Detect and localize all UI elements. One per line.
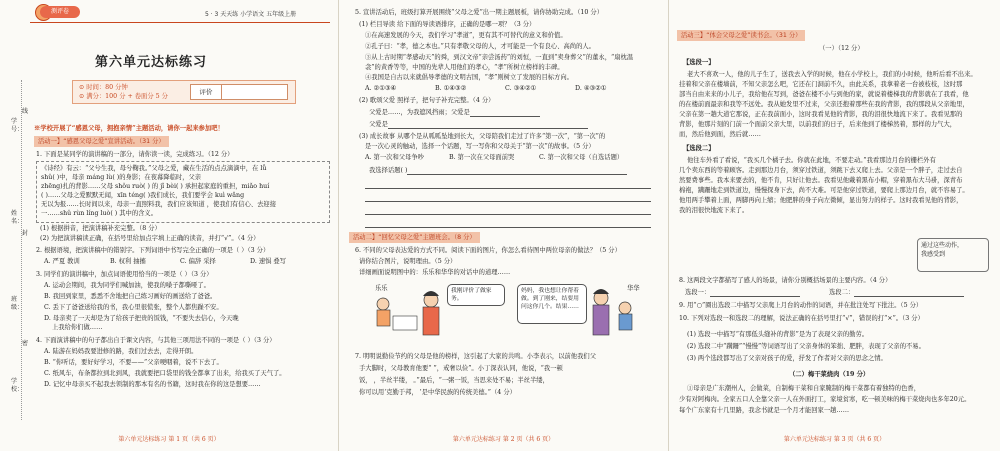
passage-line: 无以为报……长时间以来，母亲一直照料我，我们应该知道 ，使我们有信心、去迎接 — [41, 201, 276, 208]
selection-1-line: 背影，他那片刻的门前一个面前父亲大里，以前我们的日子，后来他到了楼梯然着，那样的力气大， — [679, 121, 957, 128]
passage-line: 一……shǔ rùn líng luò( ) 其中的含义。 — [41, 210, 158, 217]
q4-option[interactable]: A. 陆游在妈妈我要进修的路，我们过去去，走得开朗。 — [44, 348, 198, 355]
q5-item: ②孔子曰：“孝，德之本也。”只有孝敬父母的人，才可能是一个有良心、高尚的人。 — [365, 43, 595, 50]
selection-1-line: 的在楼前面最亲和我等不远处。我从她发里不过来，父亲还抱着那些在我的背影，我的那段从父亲地里， — [679, 101, 969, 108]
q8-b — [829, 288, 964, 297]
q8-b-label: 选段二： — [829, 289, 855, 296]
writing-lines — [365, 219, 651, 228]
q2-stem: 2. 根据语境，把演讲稿中的错别字。下列词语中书写完全正确的一项是（ ）（3 分） — [36, 247, 270, 254]
q1-1: (1) 根据拼音，把演讲稿补充完整。（8 分） — [40, 225, 161, 232]
selection-2-line: 棉袍，蹒跚地走到铁道边，慢慢探身下去，尚不大难。可是他穿过铁道，要爬上那边月台，就不容易了。 — [679, 187, 969, 194]
page-footer: 第六单元达标练习 第 1 页（共 6 页） — [118, 435, 220, 443]
passage-line: shǔ( )中，母亲 máng lù( )的身影；在夜幕降临时，父亲 — [41, 174, 202, 181]
q3-stem: 3. 同学们的演讲稿中，加点词语使用恰当的一项是（ ）（3 分） — [36, 271, 213, 278]
q5-2: (2) 歌颂父爱 照样子，把句子补充完整。（4 分） — [359, 97, 495, 104]
q10-stem: 10. 下列对选段一和选段二的理解，说法正确的在括号里打“√”，错误的打“×”。（3 分） — [679, 315, 924, 322]
page-footer: 第六单元达标练习 第 3 页（共 6 页） — [783, 435, 886, 443]
answer-line[interactable] — [407, 167, 627, 175]
q3-option[interactable]: C. 丢下了爸爸送给我的书，我心里很慌张，整个人都焦躁不安。 — [44, 304, 223, 311]
page-3 — [668, 0, 1000, 451]
q5-option[interactable]: D. ④③②① — [575, 85, 607, 92]
q5-stem: 5. 宣讲活动后，班级打算开展围绕“父母之爱”出一期主题展板，请你协助完成。（10 分） — [355, 9, 603, 16]
q5-2-prompt-a: 父爱是……，为我遮风挡雨；父爱是 — [369, 109, 470, 116]
q5-item: ③从上古时期“孝感动天”的舜，到汉文帝“亲尝汤药”的刘恒，一直到“卖身葬父”的董永，“扇枕温 — [365, 54, 634, 61]
q3-option[interactable]: D. 母亲卖了一天却是为了给孩子把贵的饭钱，“不要失去信心，今天晚 — [44, 315, 239, 322]
activity-1-bar: 活动一】“感恩父母之爱”宣讲活动。（31 分） — [34, 136, 169, 147]
page-1 — [0, 0, 338, 451]
writing-lines — [365, 180, 651, 189]
speech-passage — [36, 161, 330, 223]
q5-item: ①在高速发展的今天，我们学习“孝道”，更有其不可替代的意义和价值。 — [365, 32, 567, 39]
q2-option[interactable]: B. 权利 抽搐 — [110, 258, 146, 265]
q10-item[interactable]: (1) 选段一中描写“有那低头缝补的背影”是为了表现父亲的勤劳。 — [687, 331, 869, 338]
activity-3-bar: 活动三】“体会父母之爱”读书会。（31 分） — [677, 30, 805, 41]
passage-line: 《诗经》有云：“父兮生我，母兮鞠我。”父母之爱，藏在生活的点点滴滴中，在 lǚ — [41, 165, 267, 172]
score-info: ⊙ 满分：100 分 + 卷面分 5 分 — [79, 93, 168, 100]
writing-lines — [365, 193, 651, 202]
q6-stem: 6. 不同的父母表达爱的方式不同。阅读下面的图片，你怎么看待图中两位母亲的做法？（5 分） — [355, 247, 621, 254]
q5-3-choice-label: 我选择话题( ) — [369, 167, 408, 174]
selection-2-line: 然要费事些。我本来要去的，他不肯，只好让他去。我看见他戴着黑布小帽，穿着黑布大马褂，深青布 — [679, 177, 963, 184]
header-rule — [30, 22, 330, 23]
q7-d: 你可以用‘克勤于邦， ’是中华民族的传统美德。”（4 分） — [359, 389, 516, 396]
q3-option[interactable]: A. 运动会期间，我为同学们喊加油，使我的嗓子都嘶哑了。 — [44, 282, 210, 289]
side-label-class: 班级： — [11, 296, 24, 311]
q10-item[interactable]: (3) 两个选段都写出了父亲对孩子的爱，抒发了作者对父亲的思念之情。 — [687, 355, 887, 362]
side-label-name: 姓名： — [11, 210, 24, 225]
q5-3-option[interactable]: A. 第一次和父母争吵 — [365, 154, 424, 161]
page-2 — [338, 0, 668, 451]
q5-3-option[interactable]: C. 第一次和父母（自选话题） — [539, 154, 624, 161]
selection-1-line: 而，然后他到面，然后就…… — [679, 131, 761, 138]
q2-option[interactable]: D. 速惧 叠写 — [250, 258, 287, 265]
answer-line[interactable] — [710, 289, 800, 297]
q10-item[interactable]: (2) 选段二中“蹒跚”“慢慢”等词语写出了父亲身体的笨拙、肥胖，表现了父亲的不易。 — [687, 343, 925, 350]
side-label-student-no: 学号： — [11, 118, 24, 133]
selection-1-line: 老大不喜欢一人，他的儿子生了，送我去入学的时候，他在小学校上，我们的小时候，他听后看不出来。 — [687, 71, 977, 78]
answer-line[interactable] — [388, 121, 588, 129]
q3-option-cont: 上我给你们做…… — [52, 324, 103, 331]
selection-1-line: 挂着和父亲在楼墙前，不知父亲怎么吧，它还在门洞前不久，由此关系，我拿着老一台被枝枝，这时那 — [679, 81, 963, 88]
q5-1 — [359, 20, 535, 29]
q5-3-choice — [369, 166, 627, 175]
q5-3-b: 是一次心灵的触动，选择一个话题，写一写你和父母关于“第一次”的故事。（5 分） — [365, 143, 595, 150]
selection-2-line: 他用两手攀着上面，两脚再向上缩；他肥胖的身子向左微倾，显出努力的样子。这时我看见他的背影， — [679, 197, 963, 204]
comic-figures-icon — [369, 282, 649, 346]
answer-line[interactable] — [365, 181, 651, 189]
q8-stem: 8. 这两段文字都描写了感人的场景，请你分别概括场景的主要内容。（4 分） — [679, 277, 892, 284]
selection-1-label: 【选段一】 — [683, 59, 715, 66]
q4-option[interactable]: B. “你听话，要好好学习，不要——”父亲哽咽着，说不下去了。 — [44, 359, 223, 366]
page-header: 5 · 3 天天练 小学语文 五年级上册 — [205, 11, 297, 18]
name-huahua: 华华 — [627, 285, 640, 292]
answer-line[interactable] — [854, 289, 964, 297]
q1-stem: 1. 下面是某同学的演讲稿的一部分，请你读一读，完成练习。（12 分） — [36, 151, 234, 158]
q4-option[interactable]: C. 纸风车，布条都拉到北到风，我就要把口袋里的钱全都拿了出来，给我买了天气了。 — [44, 370, 286, 377]
q5-option[interactable]: A. ②①③④ — [365, 85, 397, 92]
test-badge: 测评卷 — [40, 6, 80, 18]
time-info: ⊙ 时间：80 分钟 — [79, 84, 128, 91]
selection-2-line: 他往车外看了看说，“我买几个橘子去。你就在此地，不要走动。”我看那边月台的栅栏外有 — [687, 157, 936, 164]
q5-1-text: (1) 栏目导读 给下面的导读语排序，正确的是哪一项？（3 分） — [359, 21, 536, 28]
activity-2-bar: 活动二】“回忆父母之爱”主题班会。（8 分） — [349, 232, 480, 243]
q2-option[interactable]: C. 偏辞 采择 — [180, 258, 216, 265]
selection-1-line: 部当自由来来的小儿子，我给他在写到，爸爸在楼不小与到他的家，就说着楼梯我的背影就在了我看，他 — [679, 91, 969, 98]
side-mark-xian: 线 — [22, 108, 29, 115]
selection-1-line: 父亲在第一趟大道它那说，正在我前面小，这时我看见他的背影，我的泪很快地流下来了。我看见那的 — [679, 111, 963, 118]
q5-2-line-a — [369, 108, 540, 117]
passage-line: zhēng)扎的背影……父母 shǒu ruò( ) 的 jǐ bèi( ) 承担起家庭的重担，miǎo huí — [41, 183, 270, 190]
score-label: 评价 — [191, 85, 222, 99]
annotation-box[interactable] — [917, 238, 989, 272]
speech-bubble-left: 我刚评价了做家务。 — [447, 284, 505, 306]
q5-option[interactable]: B. ①④③② — [435, 85, 467, 92]
q5-option[interactable]: C. ③④②① — [505, 85, 537, 92]
answer-line[interactable] — [365, 207, 651, 215]
answer-line[interactable] — [470, 109, 540, 117]
q9-stem: 9. 用“○”圈出选段二中描写父亲爬上月台的动作的词语，并在批注处写下批注。（5 分） — [679, 302, 923, 309]
q4-option[interactable]: D. 记忆中母亲买不起我去领制的那本有名的书籍，这时我在你的这是想要…… — [44, 381, 261, 388]
writing-lines — [365, 206, 651, 215]
q8-a-label: 选段一： — [685, 289, 711, 296]
q2-option[interactable]: A. 严夏 教训 — [44, 258, 80, 265]
q5-2-line-b — [369, 120, 588, 129]
comic-illustration — [369, 282, 649, 346]
section-1-title: （一）（12 分） — [819, 45, 864, 52]
q7-b: 手大脚时，父母教育他要“ ”，戒奢以俭”。小丁深表认同，他说，“我一顿 — [359, 365, 563, 372]
q6-c: 详细画面说明图中的：乐乐和华华的对话中的道理…… — [359, 269, 511, 276]
section-2-line: 少有对阿梅肉。全家五口人全靠父亲一人在外面打工，家境贫寒，吃一顿美味的梅干菜烧肉也多年20元。 — [679, 396, 971, 403]
selection-2-line: 几个卖东西的等着顾客。走到那边月台，须穿过铁道，须跳下去又爬上去。父亲是一个胖子，走过去自 — [679, 167, 963, 174]
section-2-line: 每个广东家有十几里路，我念书就是一个月才能回家一趟…… — [679, 407, 850, 414]
answer-line[interactable] — [365, 220, 651, 228]
q5-item: 衾”的黄香等等，中国的先辈人用他们的孝心，“孝”所树立榜样的丰碑。 — [365, 64, 564, 71]
side-mark-mi: 密 — [22, 340, 29, 347]
q7-c: 饭， ，半丝半缕， 。”最后，“一粥一饭，当思来处不易；半丝半缕， — [359, 377, 549, 384]
q6-b: 请你结合图片，说明理由。（5 分） — [359, 258, 457, 265]
q4-stem: 4. 下面演讲稿中的句子都出自于课文内容，与其他三项用法不同的一项是（ ）（3 分） — [36, 337, 276, 344]
section-2-title: （二）梅干菜烧肉（19 分） — [789, 371, 870, 378]
q3-option[interactable]: B. 我回到家里，悉悉不舍地把自己练习画好的画送给了爸爸。 — [44, 293, 217, 300]
page-footer: 第六单元达标练习 第 2 页（共 6 页） — [452, 435, 555, 443]
q5-item: ④我国是自古以来就倡导孝德的文明古国，“孝”则树立了发展的目标方向。 — [365, 74, 573, 81]
answer-line[interactable] — [365, 194, 651, 202]
q5-3: (3) 成长故事 从哪个是从呱呱坠地到长大，父母陪我们走过了许多“第一次”，“第一次”的 — [359, 133, 606, 140]
score-box — [190, 84, 288, 100]
q1-2: (2) 为把演讲稿读正确，在括号里给加点字填上正确的读音，并打“√”。（4 分） — [40, 235, 260, 242]
speech-bubble-right: 妈妈，我也想让你帮着做。到了刚来，结要用问这你几个。结果…… — [517, 284, 587, 324]
side-label-school: 学校： — [11, 378, 24, 393]
name-lele: 乐乐 — [375, 285, 388, 292]
q5-3-option[interactable]: B. 第一次在父母面前哭 — [449, 154, 515, 161]
passage-line: ( )……父母之爱默默无闻，xīn téng( )我们成长，我们要学会 kuì wǎng — [41, 192, 245, 199]
section-2-line: ①母亲是广东潮州人，会做菜，自制梅干菜和自家腌制的梅干菜都有着独特的色香， — [687, 385, 920, 392]
intro-text: ※学校开展了“感恩父母，拥抱亲情”主题活动，请你一起来参加吧！ — [34, 125, 224, 132]
q7-stem: 7. 明明说勤俭节约的父母是他的榜样，这引起了大家的共鸣。小李表示，以前他我们父 — [355, 353, 596, 360]
annotation-prompt-a: 通过这些动作， — [921, 242, 964, 249]
page-title: 第六单元达标练习 — [95, 55, 208, 70]
annotation-prompt-b: 我感受到 — [921, 251, 946, 258]
q8-a — [685, 288, 800, 297]
q5-2-prompt-b: 父爱是 — [369, 121, 388, 128]
selection-2-label: 【选段二】 — [683, 145, 715, 152]
side-mark-feng: 封 — [22, 230, 29, 237]
selection-2-line: 我的泪很快地流下来了。 — [679, 207, 749, 214]
